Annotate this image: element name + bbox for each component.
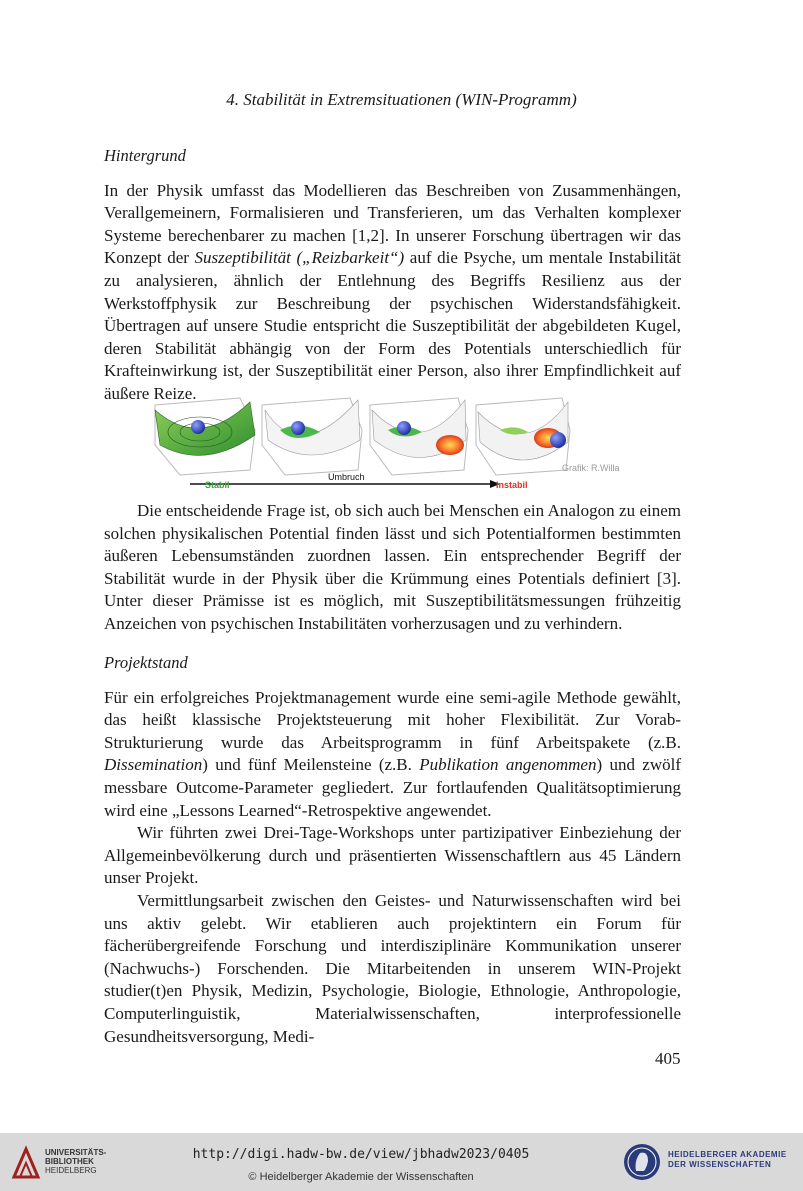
- text-run: ) und fünf Meilensteine (z.B.: [202, 755, 420, 775]
- hadw-line: DER WISSENSCHAFTEN: [668, 1160, 772, 1169]
- figure-credit: Grafik: R.Willa: [562, 463, 620, 473]
- ub-line: HEIDELBERG: [45, 1166, 97, 1175]
- italic-term: Suszeptibilität („Reizbarkeit“): [194, 248, 405, 268]
- label-instabil: Instabil: [496, 480, 528, 490]
- potential-illustration: [150, 390, 640, 490]
- page-number: 405: [655, 1049, 681, 1068]
- label-umbruch: Umbruch: [328, 472, 365, 482]
- running-head: 4. Stabilität in Extremsituationen (WIN-Programm): [226, 90, 577, 109]
- footer-bar: [0, 1133, 803, 1191]
- text-run: Für ein erfolgreiches Projektmanagement wurde eine semi-agile Methode gewählt, das heißt klassische Projektsteuerung mit hoher Flexibilität. Zur Vorab-Strukturierung wurde das Arbeitsprogramm in fünf Arbeitspakete (z.B.: [104, 687, 681, 752]
- hadw-logo-text[interactable]: [668, 1150, 787, 1170]
- section-heading-hintergrund: Hintergrund: [104, 146, 186, 165]
- italic-term: Publikation angenommen: [419, 755, 597, 775]
- ub-line: BIBLIOTHEK: [45, 1157, 94, 1166]
- text-run: auf die Psyche, um mentale Instabilität zu analysieren, ähnlich der Entlehnung des Begriffs Resilienz aus der Werkstoffphysik zur Beschreibung der psychischen Widerstandsfähigkeit. Übertragen auf unsere Studie entspricht die Suszeptibilität der abgebildeten Kugel, deren Stabilität abhängig von der Form des Potentials unterschiedlich für Krafteinwirkung ist, der Suszeptibilität einer Person, also ihrer Empfindlichkeit auf äußere Reize.: [104, 248, 682, 403]
- paragraph-interdisciplinary: Vermittlungsarbeit zwischen den Geistes- und Naturwissenschaften wird bei uns aktiv gelebt. Wir etablieren auch projektintern ein Forum für fächerübergreifende Forschung und interdisziplinäre Kommunikation unserer (Nachwuchs-) Forschenden. Die Mitarbeitenden in unserem WIN-Projekt studier(t)en Physik, Medizin, Psychologie, Biologie, Ethnologie, Anthropologie, Computerlinguistik, Materialwissenschaften, interprofessionelle Gesundheitsversorgung, Medi-: [104, 890, 681, 1046]
- section-hintergrund: [104, 145, 681, 406]
- text-run: ) und zwölf messbare Outcome-Parameter gegliedert. Zur fortlaufenden Qualitätsoptimierung wird eine „Lessons Learned“-Retrospektive angewendet.: [104, 755, 681, 820]
- panel-unstable: [476, 398, 570, 475]
- panel-stable: [155, 398, 255, 475]
- italic-term: Dissemination: [104, 755, 203, 775]
- paragraph-workshops: Wir führten zwei Drei-Tage-Workshops unter partizipativer Einbeziehung der Allgemeinbevölkerung durch und präsentierten Wissenschaftlern aus 45 Ländern unser Projekt.: [104, 823, 681, 888]
- paragraph-intro: [104, 180, 681, 406]
- paragraph-management: [104, 687, 681, 823]
- panel-transition-1: [262, 398, 362, 475]
- hadw-line: HEIDELBERGER AKADEMIE: [668, 1150, 787, 1159]
- text-run: In der Physik umfasst das Modellieren das Beschreiben von Zusammenhängen, Verallgemeinern, Formalisieren und Transferieren, um das Verhalten komplexer Systeme berechenbarer zu machen [1,2]. In unserer Forschung übertragen wir das Konzept der: [104, 180, 681, 268]
- section-hintergrund-continued: [104, 500, 681, 636]
- potential-figure: [150, 390, 640, 490]
- ub-line: UNIVERSITÄTS-: [45, 1148, 107, 1157]
- permalink-url[interactable]: http://digi.hadw-bw.de/view/jbhadw2023/0405: [192, 1147, 530, 1162]
- panel-transition-2: [370, 398, 468, 475]
- paragraph-question: Die entscheidende Frage ist, ob sich auch bei Menschen ein Analogon zu einem solchen physikalischen Potential finden lässt und sich Potentialformen bestimmten äußeren Lebensumständen zuordnen lassen. Ein entsprechender Begriff der Stabilität wurde in der Physik über die Krümmung eines Potentials definiert [3]. Unter dieser Prämisse ist es möglich, mit Suszeptibilitätsmessungen frühzeitig Anzeichen von psychischen Instabilitäten vorherzusagen und zu verhindern.: [104, 501, 681, 633]
- copyright-notice: © Heidelberger Akademie der Wissenschaften: [248, 1171, 474, 1183]
- section-heading-projektstand: Projektstand: [104, 653, 188, 672]
- label-stabil: Stabil: [205, 480, 230, 490]
- section-projektstand: [104, 652, 681, 1048]
